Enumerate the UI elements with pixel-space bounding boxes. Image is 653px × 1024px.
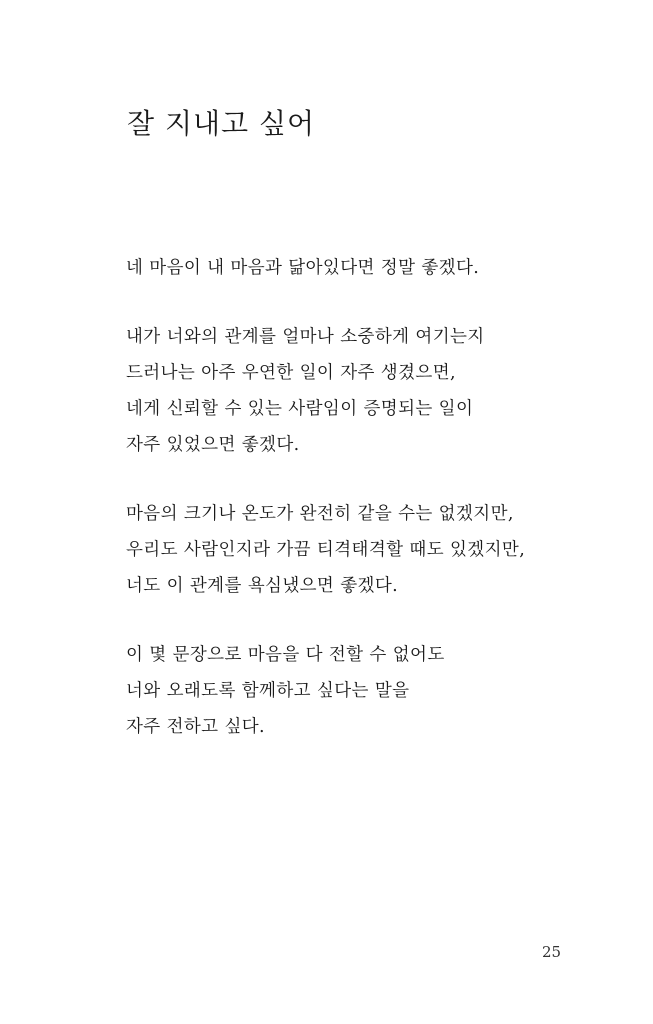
poem-line: 너와 오래도록 함께하고 싶다는 말을 xyxy=(126,681,410,701)
poem-line: 너도 이 관계를 욕심냈으면 좋겠다. xyxy=(126,576,399,596)
stanza-3 xyxy=(126,496,596,604)
poem-line: 마음의 크기나 온도가 완전히 같을 수는 없겠지만, xyxy=(126,504,514,524)
page-number: 25 xyxy=(542,943,562,961)
stanza-2 xyxy=(126,319,596,463)
poem-body xyxy=(126,250,596,778)
poem-line: 네게 신뢰할 수 있는 사람임이 증명되는 일이 xyxy=(126,399,474,419)
poem-line: 자주 있었으면 좋겠다. xyxy=(126,435,300,455)
poem-line: 이 몇 문장으로 마음을 다 전할 수 없어도 xyxy=(126,645,445,665)
stanza-4 xyxy=(126,637,596,745)
poem-line: 우리도 사람인지라 가끔 티격태격할 때도 있겠지만, xyxy=(126,540,526,560)
stanza-1 xyxy=(126,250,596,286)
poem-title: 잘 지내고 싶어 xyxy=(127,107,316,140)
poem-line: 내가 너와의 관계를 얼마나 소중하게 여기는지 xyxy=(126,327,485,347)
poem-line: 네 마음이 내 마음과 닮아있다면 정말 좋겠다. xyxy=(126,258,480,278)
poem-line: 자주 전하고 싶다. xyxy=(126,717,266,737)
poem-line: 드러나는 아주 우연한 일이 자주 생겼으면, xyxy=(126,363,456,383)
